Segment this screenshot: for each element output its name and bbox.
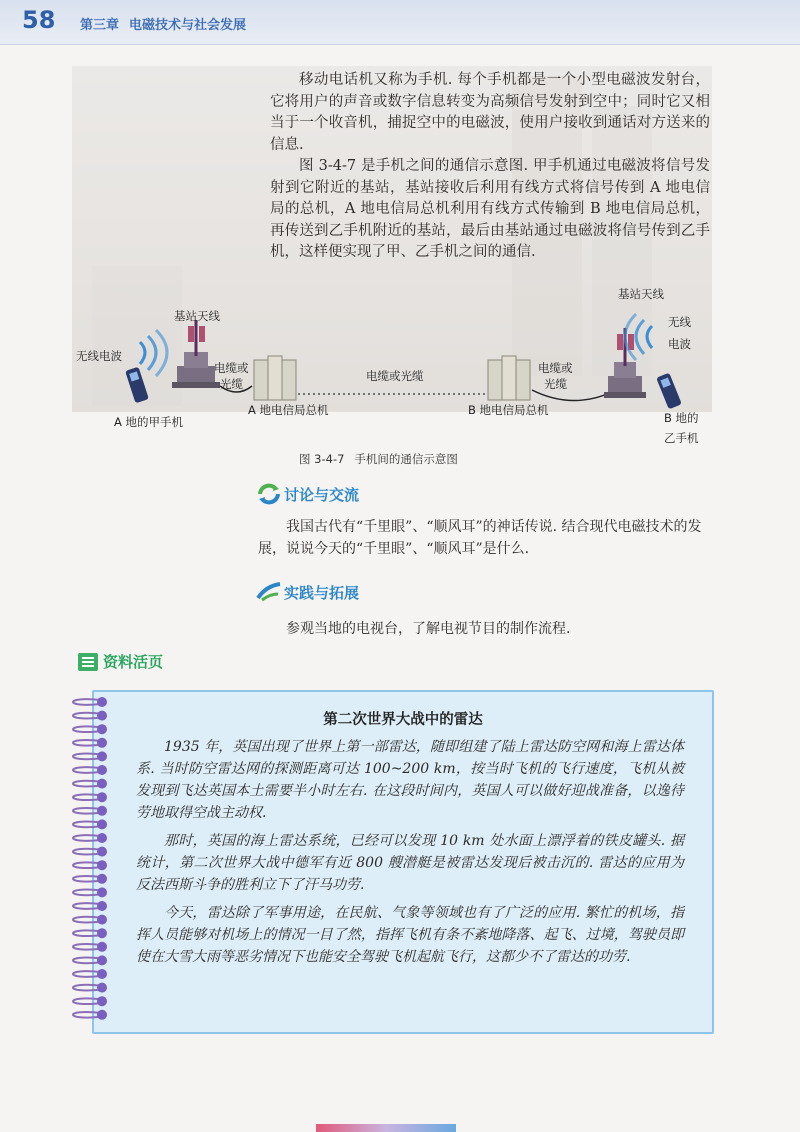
spiral-hole	[97, 765, 107, 775]
spiral-ring	[73, 890, 100, 896]
figure-number: 图 3-4-7	[299, 452, 345, 466]
practice-heading-text: 实践与拓展	[284, 583, 360, 602]
discussion-text: 我国古代有“千里眼”、“顺风耳”的神话传说. 结合现代电磁技术的发展，说说今天的“千里眼”、“顺风耳”是什么.	[258, 519, 702, 557]
intro-paragraph-1: 移动电话机又称为手机. 每个手机都是一个小型电磁波发射台，它将用户的声音或数字信息转变为高频信号发射到空中；同时它又相当于一个收音机，捕捉空中的电磁波，使用户接收到通话对方送来的信息.	[270, 72, 710, 153]
spiral-ring	[73, 944, 100, 950]
spiral-ring	[73, 985, 100, 991]
spiral-hole	[97, 901, 107, 911]
spiral-hole	[97, 819, 107, 829]
right-cable-label-2: 光缆	[544, 377, 567, 391]
phone-a-label: A 地的甲手机	[114, 415, 184, 429]
spiral-hole	[97, 860, 107, 870]
left-cable-label-1: 电缆或	[214, 361, 249, 375]
left-wave-label: 无线电波	[76, 349, 122, 363]
discussion-heading-text: 讨论与交流	[284, 485, 360, 504]
exchange-a-label: A 地电信局总机	[248, 403, 329, 417]
resource-box	[92, 690, 714, 1034]
practice-icon	[256, 580, 282, 604]
resource-title: 第二次世界大战中的雷达	[323, 712, 483, 728]
spiral-hole	[97, 996, 107, 1006]
spiral-hole	[97, 751, 107, 761]
right-phone-icon	[656, 373, 682, 410]
spiral-hole	[97, 874, 107, 884]
left-radio-wave-icon	[140, 330, 167, 376]
spiral-hole	[97, 983, 107, 993]
spiral-ring	[73, 754, 100, 760]
spiral-ring	[73, 822, 100, 828]
spiral-ring	[73, 713, 100, 719]
chapter-number: 第三章	[80, 18, 120, 33]
discussion-icon	[256, 482, 282, 506]
spiral-hole	[97, 738, 107, 748]
practice-heading	[256, 580, 359, 604]
spiral-hole	[97, 847, 107, 857]
spiral-ring	[73, 862, 100, 868]
spiral-hole	[97, 833, 107, 843]
spiral-hole	[97, 724, 107, 734]
intro-text	[270, 70, 710, 264]
spiral-ring	[73, 958, 100, 964]
right-antenna-label: 基站天线	[618, 287, 664, 301]
spiral-hole	[97, 942, 107, 952]
communication-diagram	[72, 286, 732, 456]
resource-heading-text: 资料活页	[103, 653, 164, 671]
spiral-hole	[97, 969, 107, 979]
figure-caption-text: 手机间的通信示意图	[354, 452, 458, 466]
resource-paragraph-1: 1935 年，英国出现了世界上第一部雷达，随即组建了陆上雷达防空网和海上雷达体系. 当时防空雷达网的探测距离可达 100~200 km，按当时飞机的飞行速度，飞机从被发现到飞达英国本土需要半小时左右. 在这段时间内，英国人可以做好迎战准备，以逸待劳地取得空战主动权.	[136, 739, 684, 821]
left-base-station-icon	[172, 320, 220, 388]
spiral-ring	[73, 849, 100, 855]
spiral-ring	[73, 917, 100, 923]
page-header	[0, 0, 800, 45]
chapter-title: 电磁技术与社会发展	[129, 18, 247, 33]
spiral-ring	[73, 699, 100, 705]
resource-paragraph-2: 那时，英国的海上雷达系统，已经可以发现 10 km 处水面上漂浮着的铁皮罐头. 据统计，第二次世界大战中德军有近 800 艘潜艇是被雷达发现后被击沉的. 雷达的应用为反法西斯斗争的胜利立下了汗马功劳.	[136, 833, 684, 893]
spiral-hole	[97, 928, 107, 938]
spiral-ring	[73, 767, 100, 773]
spiral-hole	[97, 915, 107, 925]
left-phone-icon	[125, 367, 149, 404]
footer-color-bar	[316, 1124, 456, 1132]
right-wave-label-1: 无线	[668, 315, 691, 329]
spiral-hole	[97, 887, 107, 897]
spiral-ring	[73, 930, 100, 936]
spiral-hole	[97, 711, 107, 721]
resource-paragraph-3: 今天，雷达除了军事用途，在民航、气象等领域也有了广泛的应用. 繁忙的机场，指挥人员能够对机场上的情况一目了然，指挥飞机有条不紊地降落、起飞、过境，驾驶员即使在大雪大雨等恶劣情况下也能安全驾驶飞机起航飞行，这都少不了雷达的功劳.	[136, 905, 684, 965]
page-number: 58	[22, 6, 56, 34]
exchange-b-label: B 地电信局总机	[468, 403, 549, 417]
left-antenna-label: 基站天线	[174, 309, 220, 323]
discussion-heading	[256, 482, 359, 506]
spiral-hole	[97, 806, 107, 816]
spiral-ring	[73, 876, 100, 882]
spiral-binding	[60, 690, 120, 1030]
spiral-hole	[97, 792, 107, 802]
exchange-a-icon	[254, 356, 296, 400]
spiral-hole	[97, 697, 107, 707]
practice-text: 参观当地的电视台，了解电视节目的制作流程.	[286, 621, 571, 637]
spiral-ring	[73, 835, 100, 841]
spiral-hole	[97, 955, 107, 965]
chapter-heading	[80, 14, 246, 33]
spiral-ring	[73, 998, 100, 1004]
spiral-ring	[73, 740, 100, 746]
right-cable-label-1: 电缆或	[538, 361, 573, 375]
spiral-ring	[73, 1012, 100, 1018]
phone-b-label-2: 乙手机	[664, 431, 699, 445]
phone-b-label-1: B 地的	[664, 411, 699, 425]
spiral-ring	[73, 794, 100, 800]
figure-caption	[299, 451, 458, 467]
spiral-ring	[73, 903, 100, 909]
intro-paragraph-2: 图 3-4-7 是手机之间的通信示意图. 甲手机通过电磁波将信号发射到它附近的基站，基站接收后利用有线方式将信号传到 A 地电信局的总机，A 地电信局总机利用有线方式传输到 B 地电信局总机，再传送到乙手机附近的基站，最后由基站通过电磁波将信号传到乙手机，这样便实现了甲、乙手机之间的通信.	[270, 158, 710, 260]
right-wave-label-2: 电波	[668, 337, 691, 351]
resource-heading	[78, 651, 163, 672]
middle-cable-label: 电缆或光缆	[366, 369, 424, 383]
spiral-ring	[73, 781, 100, 787]
spiral-ring	[73, 808, 100, 814]
spiral-hole	[97, 779, 107, 789]
left-cable-label-2: 光缆	[220, 377, 243, 391]
resource-notebook-icon	[78, 653, 98, 671]
spiral-ring	[73, 971, 100, 977]
exchange-b-icon	[488, 356, 530, 400]
spiral-ring	[73, 726, 100, 732]
spiral-hole	[97, 1010, 107, 1020]
resource-body	[136, 736, 684, 974]
